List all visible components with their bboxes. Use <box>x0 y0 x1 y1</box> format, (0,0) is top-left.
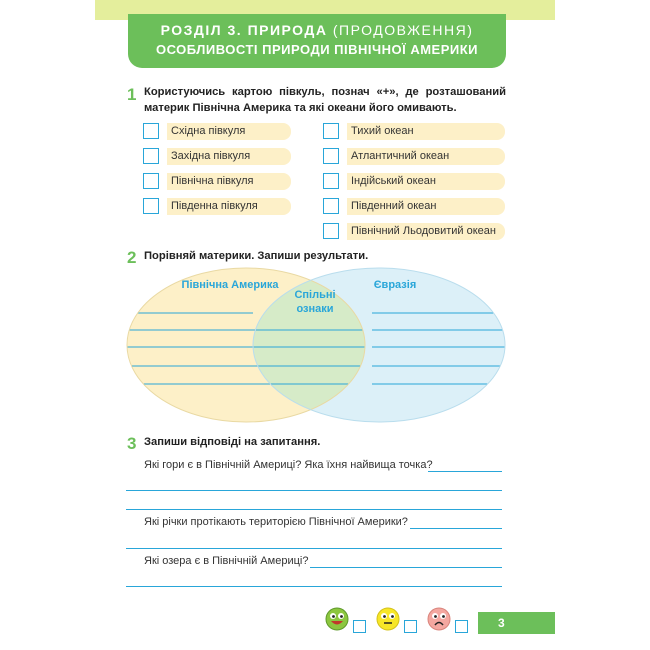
ocean-label: Південний океан <box>351 200 437 212</box>
self-assessment-checkbox[interactable] <box>404 620 417 633</box>
page-number-bar <box>478 612 555 634</box>
answer-line[interactable] <box>310 567 502 568</box>
answer-line[interactable] <box>428 471 502 472</box>
question-2: Які річки протікають територією Північної Америки? <box>144 516 408 528</box>
venn-middle-line-1: Спільні <box>294 289 336 301</box>
question-1: Які гори є в Північній Америці? Яка їхня найвища точка? <box>144 459 433 471</box>
venn-middle-line-2: ознаки <box>296 303 334 315</box>
task-1-line-1: Користуючись картою півкуль, познач «+», де розташований <box>144 86 506 98</box>
hemisphere-label: Східна півкуля <box>171 125 246 137</box>
ocean-label: Атлантичний океан <box>351 150 450 162</box>
task-1-number: 1 <box>127 85 137 104</box>
venn-middle-label <box>282 288 348 316</box>
answer-line[interactable] <box>126 586 502 587</box>
answer-line[interactable] <box>126 490 502 491</box>
page-number: 3 <box>498 616 505 630</box>
section-title-cont: (ПРОДОВЖЕННЯ) <box>332 22 474 38</box>
hemisphere-label: Північна півкуля <box>171 175 254 187</box>
venn-right-label: Євразія <box>373 279 417 291</box>
venn-left-label: Північна Америка <box>181 279 279 291</box>
section-title-main: РОЗДІЛ 3. ПРИРОДА <box>160 22 328 38</box>
neutral-face-icon[interactable] <box>376 607 400 631</box>
section-subtitle: ОСОБЛИВОСТІ ПРИРОДИ ПІВНІЧНОЇ АМЕРИКИ <box>155 42 479 57</box>
happy-face-icon[interactable] <box>325 607 349 631</box>
hemisphere-label: Південна півкуля <box>171 200 258 212</box>
ocean-label: Тихий океан <box>351 125 414 137</box>
sad-face-icon[interactable] <box>427 607 451 631</box>
task-3-instruction: Запиши відповіді на запитання. <box>144 436 321 448</box>
ocean-label: Індійський океан <box>351 175 436 187</box>
task-2-instruction: Порівняй материки. Запиши результати. <box>144 250 369 262</box>
question-3: Які озера є в Північній Америці? <box>144 555 309 567</box>
hemisphere-label: Західна півкуля <box>171 150 251 162</box>
self-assessment-checkbox[interactable] <box>353 620 366 633</box>
answer-line[interactable] <box>410 528 502 529</box>
task-1-line-2: материк Північна Америка та які океани його омивають. <box>144 102 457 114</box>
answer-line[interactable] <box>126 509 502 510</box>
ocean-label: Північний Льодовитий океан <box>351 225 496 237</box>
task-3-number: 3 <box>127 434 137 453</box>
task-2-number: 2 <box>127 248 137 267</box>
answer-line[interactable] <box>126 548 502 549</box>
self-assessment-checkbox[interactable] <box>455 620 468 633</box>
